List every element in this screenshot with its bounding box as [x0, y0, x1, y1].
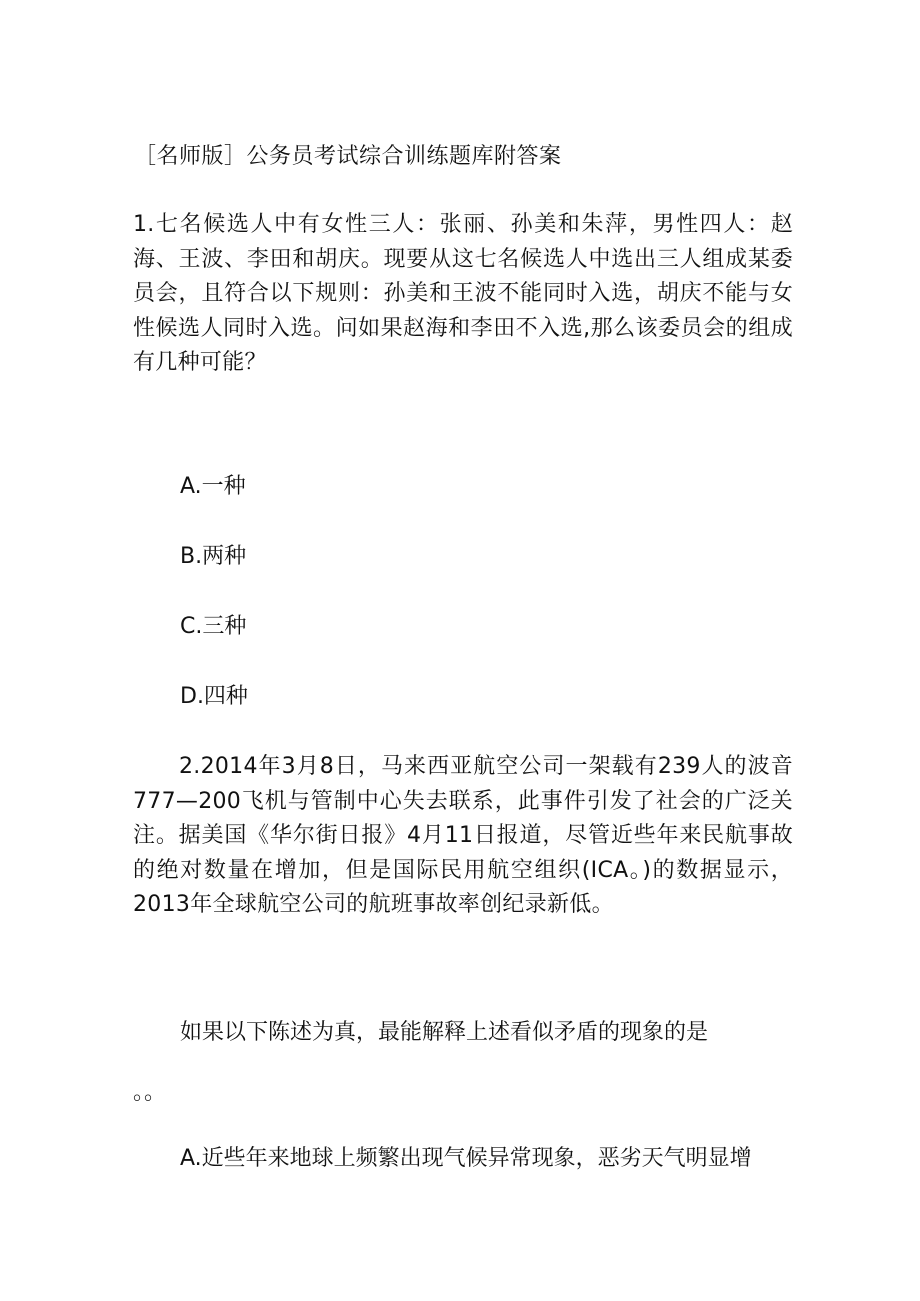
question-1-option-d: D.四种 — [180, 684, 248, 709]
question-2-prompt: 如果以下陈述为真，最能解释上述看似矛盾的现象的是 — [180, 1020, 709, 1045]
question-1-option-a: A.一种 — [180, 474, 246, 499]
document-title: ［名师版］公务员考试综合训练题库附答案 — [134, 144, 562, 169]
question-1-text: 1.七名候选人中有女性三人：张丽、孙美和朱萍，男性四人：赵海、王波、李田和胡庆。现要从这七名候选人中选出三人组成某委员会，且符合以下规则：孙美和王波不能同时入选，胡庆不能与女性候选人同时入选。问如果赵海和李田不入选,那么该委员会的组成有几种可能？ — [133, 212, 793, 376]
question-2-text: 2.2014年3月8日，马来西亚航空公司一架载有239人的波音777—200飞机与管制中心失去联系，此事件引发了社会的广泛关注。据美国《华尔街日报》4月11日报道，尽管近些年来民航事故的绝对数量在增加，但是国际民用航空组织(ICA。)的数据显示，2013年全球航空公司的航班事故率创纪录新低。 — [133, 754, 793, 918]
question-2-option-a: A.近些年来地球上频繁出现气候异常现象，恶劣天气明显增 — [180, 1146, 752, 1171]
question-1-option-c: C.三种 — [180, 614, 247, 639]
question-2-blank: 。。 — [133, 1080, 167, 1105]
question-1-option-b: B.两种 — [180, 544, 247, 569]
